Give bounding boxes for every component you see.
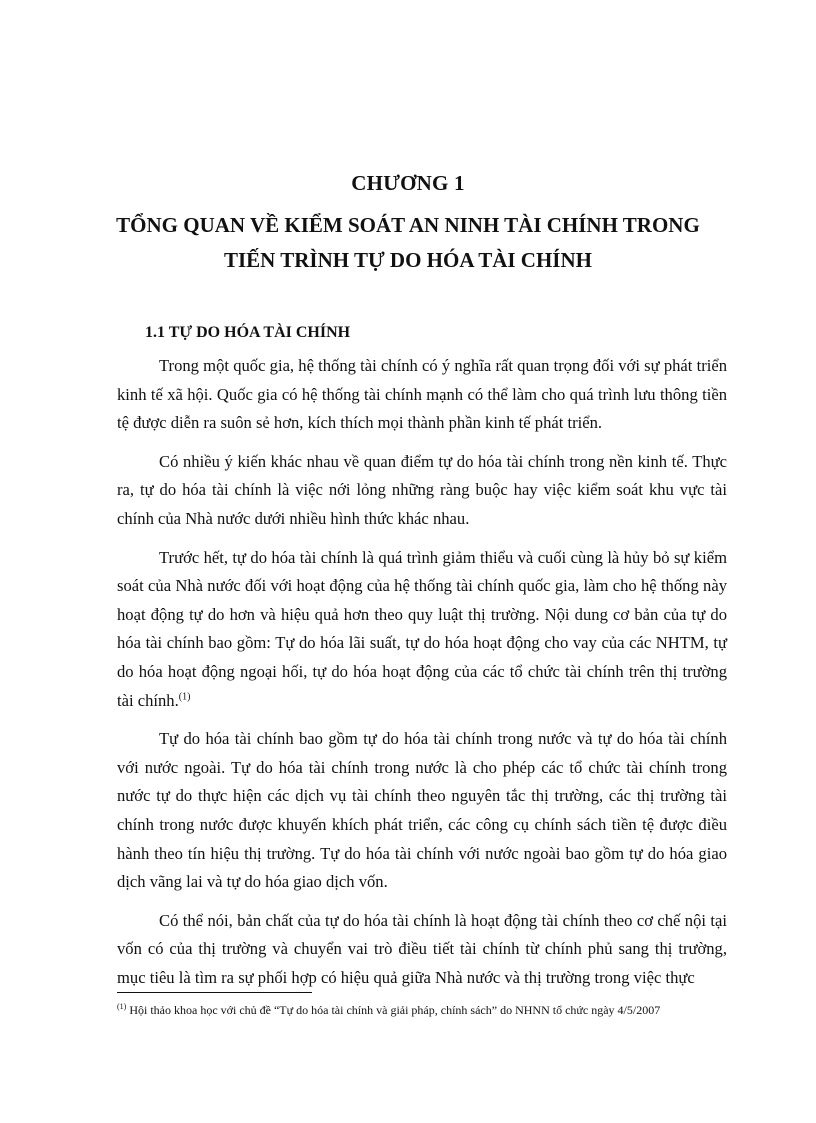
paragraph-1: Trong một quốc gia, hệ thống tài chính có ý nghĩa rất quan trọng đối với sự phát triển kinh tế xã hội. Quốc gia có hệ thống tài chính mạnh có thể làm cho quá trình lưu thông tiền tệ được diễn ra suôn sẻ hơn, kích thích mọi thành phần kinh tế phát triển.	[117, 356, 727, 433]
section-heading: 1.1 TỰ DO HÓA TÀI CHÍNH	[145, 324, 351, 341]
paragraph-3	[117, 544, 727, 716]
footnote-divider	[117, 992, 312, 993]
footnote	[117, 1002, 757, 1018]
footnote-marker: (1)	[117, 1002, 127, 1011]
chapter-title	[110, 208, 706, 278]
footnote-text: Hội thảo khoa học với chủ đề “Tự do hóa tài chính và giải pháp, chính sách” do NHNN tổ chức ngày 4/5/2007	[126, 1003, 661, 1017]
chapter-title-line-2: TIẾN TRÌNH TỰ DO HÓA TÀI CHÍNH	[224, 248, 592, 272]
chapter-heading: CHƯƠNG 1	[351, 171, 465, 195]
paragraph-5: Có thể nói, bản chất của tự do hóa tài chính là hoạt động tài chính theo cơ chế nội tại vốn có của thị trường và chuyển vai trò điều tiết tài chính từ chính phủ sang thị trường, mục tiêu là tìm ra sự phối hợp có hiệu quả giữa Nhà nước và thị trường trong việc thực	[117, 910, 727, 987]
paragraph-3-text: Trước hết, tự do hóa tài chính là quá trình giảm thiểu và cuối cùng là hủy bỏ sự kiểm soát của Nhà nước đối với hoạt động của hệ thống tài chính quốc gia, làm cho hệ thống này hoạt động tự do hơn và hiệu quả hơn theo quy luật thị trường. Nội dung cơ bản của tự do hóa tài chính bao gồm: Tự do hóa lãi suất, tự do hóa hoạt động cho vay của các NHTM, tự do hóa hoạt động ngoại hối, tự do hóa hoạt động của các tổ chức tài chính trên thị trường tài chính.	[117, 547, 727, 710]
footnote-reference[interactable]: (1)	[178, 691, 191, 702]
body-text	[117, 352, 727, 1002]
chapter-title-line-1: TỔNG QUAN VỀ KIỂM SOÁT AN NINH TÀI CHÍNH TRONG	[116, 213, 700, 237]
paragraph-4: Tự do hóa tài chính bao gồm tự do hóa tài chính trong nước và tự do hóa tài chính với nước ngoài. Tự do hóa tài chính trong nước là cho phép các tổ chức tài chính trong nước tự do thực hiện các dịch vụ tài chính theo nguyên tắc thị trường, các thị trường tài chính trong nước được khuyến khích phát triển, các công cụ chính sách tiền tệ được điều hành theo tín hiệu thị trường. Tự do hóa tài chính với nước ngoài bao gồm tự do hóa giao dịch vãng lai và tự do hóa giao dịch vốn.	[117, 729, 727, 892]
paragraph-2: Có nhiều ý kiến khác nhau về quan điểm tự do hóa tài chính trong nền kinh tế. Thực ra, tự do hóa tài chính là việc nới lỏng những ràng buộc hay việc kiểm soát khu vực tài chính của Nhà nước dưới nhiều hình thức khác nhau.	[117, 451, 727, 528]
